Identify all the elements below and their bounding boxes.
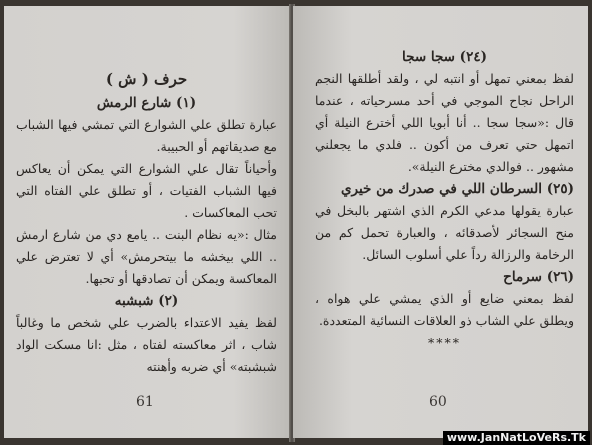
letter-heading: حرف ( ش ) — [105, 70, 188, 88]
page-number: 60 — [429, 394, 447, 410]
entry-paragraph: لفظ بمعني ضايع أو الذي يمشي علي هواه ، ويطلق علي الشاب ذو العلاقات النسائية المتعددة. — [315, 291, 574, 328]
entry-paragraph: لفظ يفيد الاعتداء بالضرب علي شخص ما وغالباً شاب ، اثر معاكسته لفتاه ، مثل :انا مسكت الواد شبشبته» أي ضربه وأهنته — [16, 315, 277, 374]
entry — [16, 290, 277, 378]
site-watermark: www.JanNatLoVeRs.Tk — [443, 431, 590, 445]
entry-title: (٢٥) السرطان اللي في صدرك من خيري — [340, 181, 574, 197]
entry-title: (٢٤) سجا سجا — [402, 49, 487, 65]
left-page-content — [16, 68, 277, 378]
entry-paragraph: وأحياناً تقال علي الشوارع التي يمكن أن يعاكس فيها الشباب الفتيات ، أو تطلق علي الفتاه التي تحب المعاكسات . — [16, 161, 277, 220]
entry — [315, 178, 574, 266]
entry-paragraph: عبارة تطلق علي الشوارع التي تمشي فيها الشباب مع صديقاتهم أو الحبيبة. — [16, 117, 277, 154]
right-page-content — [315, 46, 574, 354]
page-number: 61 — [136, 394, 154, 410]
entry-title: (٢٦) سرماح — [503, 269, 574, 285]
section-separator: **** — [428, 335, 461, 350]
left-page — [4, 6, 291, 438]
entry-paragraph: عبارة يقولها مدعي الكرم الذي اشتهر بالبخل في منح السجائر لأصدقائه ، والعبارة تحمل كم من الرخامة والرزالة رداً علي أسلوب السائل. — [315, 203, 574, 262]
entry-paragraph: لفظ بمعني تمهل أو انتبه لي ، ولقد أطلقها النجم الراحل نجاح الموجي في أحد مسرحياته ، عندما قال :«سجا سجا .. أنا أبويا اللي أخترع النيلة أي اتمهل حتي تعرف من أكون .. فلدي ما يجعلني مشهور .. فوالدي مخترع النيلة». — [315, 71, 574, 174]
entry-title: (٢) شبشبه — [114, 293, 179, 309]
right-page — [293, 6, 588, 438]
entry — [315, 266, 574, 332]
entry — [315, 46, 574, 178]
entry — [16, 92, 277, 290]
entry-title: (١) شارع الرمش — [96, 95, 197, 111]
entry-paragraph: مثال :«يه نظام البنت .. يامع دي من شارع ارمش .. اللي بيخشه ما بيتحرمش» أي لا تعترض علي المعاكسة ويمكن أن تصادقها أو تحبها. — [16, 227, 277, 286]
